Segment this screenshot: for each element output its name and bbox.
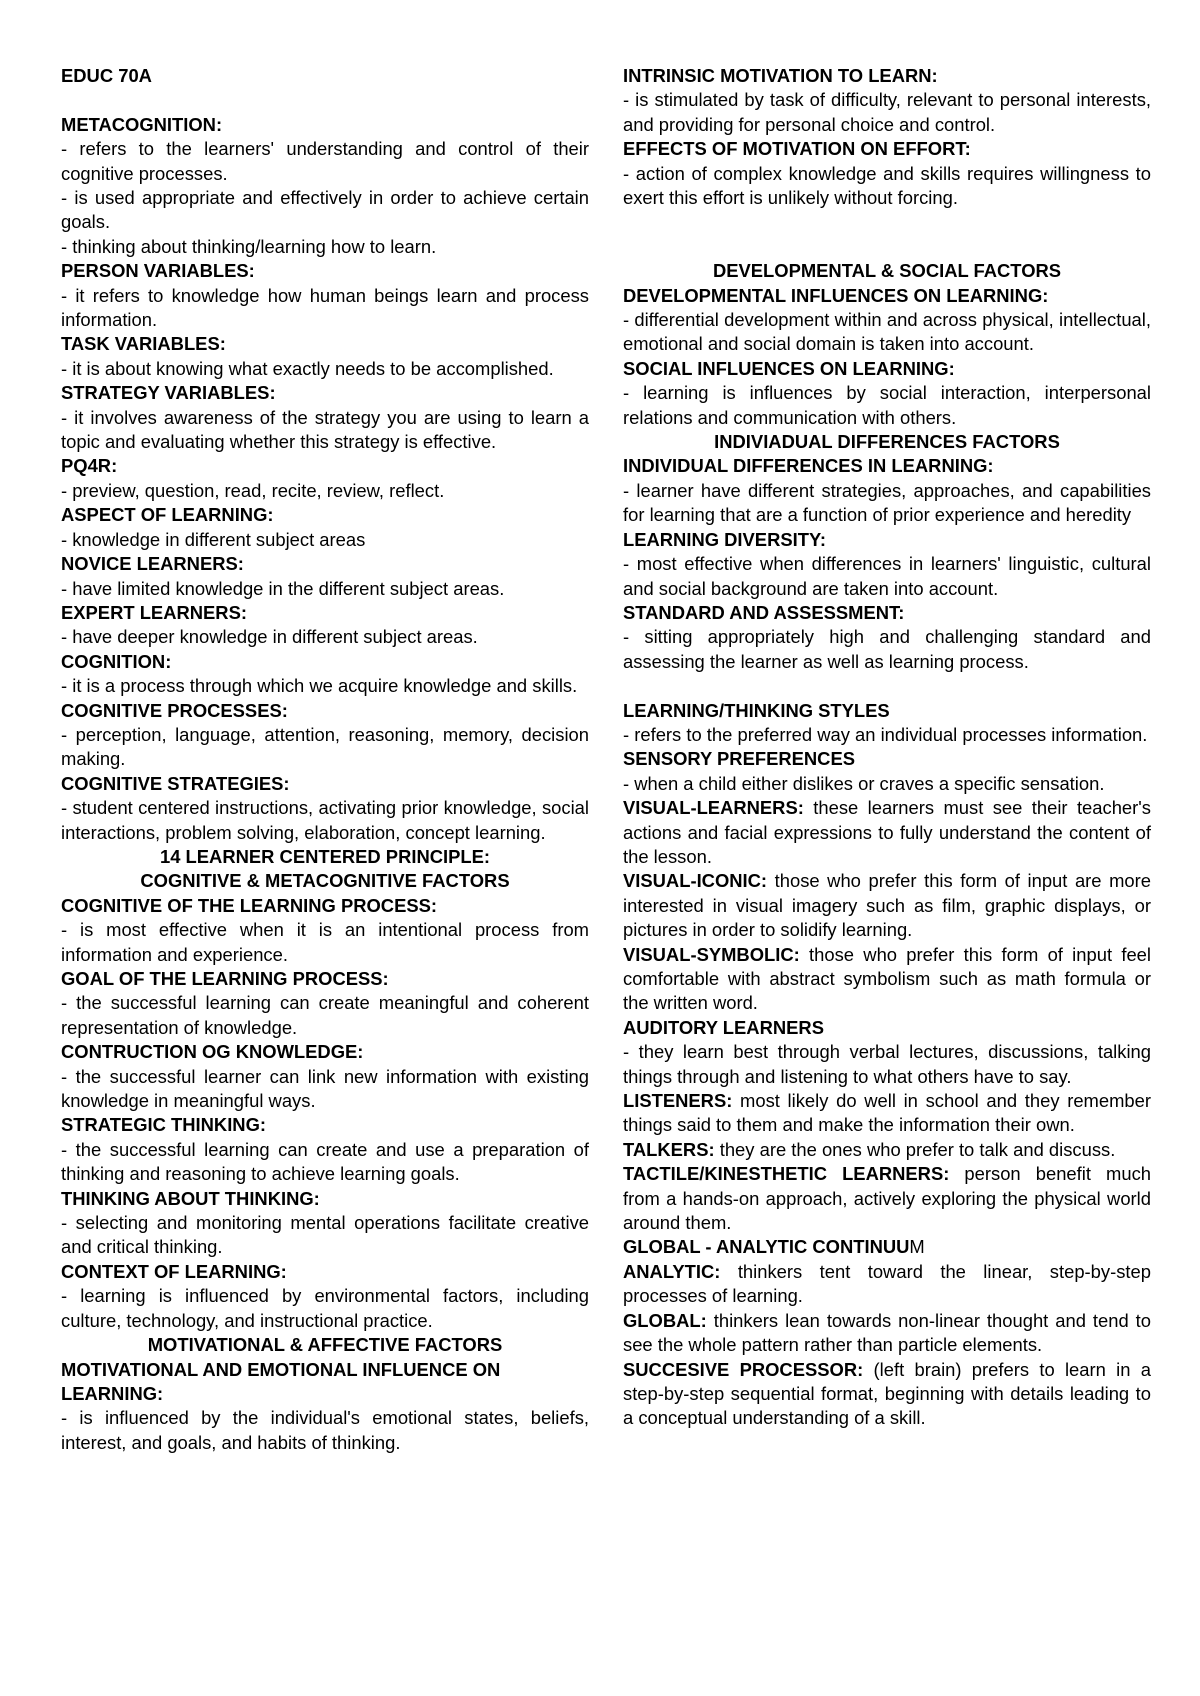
- section-heading-cognition: COGNITION:: [61, 650, 172, 672]
- section-heading-strategy-variables: STRATEGY VARIABLES:: [61, 382, 276, 404]
- section-heading-goal-of-the-learning-process: GOAL OF THE LEARNING PROCESS:: [61, 968, 389, 990]
- term-text: thinkers tent toward the linear, step-by-step processes of learning.: [623, 1260, 1151, 1307]
- term-label: LISTENERS:: [623, 1090, 733, 1112]
- term-text: (left brain) prefers to learn in a step-by-step sequential format, beginning with details leading to a conceptual understanding of a skill.: [623, 1358, 1151, 1429]
- section-heading-task-variables: TASK VARIABLES:: [61, 333, 226, 355]
- body-paragraph: - the successful learning can create and use a preparation of thinking and reasoning to achieve learning goals.: [61, 1138, 589, 1185]
- centered-heading-14-learner-centered-principle: 14 LEARNER CENTERED PRINCIPLE:: [159, 845, 491, 867]
- body-paragraph: - have deeper knowledge in different subject areas.: [61, 626, 478, 648]
- body-paragraph: - it refers to knowledge how human beings learn and process information.: [61, 284, 589, 331]
- term-definition-tactile-kinesthetic-learners: [623, 1162, 1151, 1235]
- term-label: GLOBAL:: [623, 1309, 707, 1331]
- section-heading-educ-70a: EDUC 70A: [61, 65, 152, 86]
- section-heading-learning-thinking-styles: LEARNING/THINKING STYLES: [623, 699, 890, 721]
- term-text: thinkers lean towards non-linear thought and tend to see the whole pattern rather than particle elements.: [623, 1309, 1151, 1356]
- body-paragraph: - is influenced by the individual's emotional states, beliefs, interest, and goals, and habits of thinking.: [61, 1407, 589, 1453]
- section-heading-strategic-thinking: STRATEGIC THINKING:: [61, 1114, 267, 1136]
- body-paragraph: - learner have different strategies, approaches, and capabilities for learning that are a function of prior experience and heredity: [623, 479, 1151, 526]
- term-definition-talkers: [623, 1138, 1151, 1162]
- section-heading-contruction-og-knowledge: CONTRUCTION OG KNOWLEDGE:: [61, 1041, 364, 1063]
- term-label: TACTILE/KINESTHETIC LEARNERS:: [623, 1163, 950, 1185]
- section-heading-motivational-and-emotional-influence-on-: MOTIVATIONAL AND EMOTIONAL INFLUENCE ON LEARNING:: [61, 1358, 501, 1404]
- section-heading-metacognition: METACOGNITION:: [61, 113, 223, 135]
- term-definition-succesive-processor: [623, 1358, 1151, 1431]
- term-text: they are the ones who prefer to talk and discuss.: [714, 1138, 1116, 1160]
- centered-heading-cognitive-metacognitive-factors: COGNITIVE & METACOGNITIVE FACTORS: [140, 870, 510, 892]
- section-heading-intrinsic-motivation-to-learn: INTRINSIC MOTIVATION TO LEARN:: [623, 65, 938, 86]
- term-text: person benefit much from a hands-on approach, actively exploring the physical world around them.: [623, 1163, 1152, 1234]
- section-heading-social-influences-on-learning: SOCIAL INFLUENCES ON LEARNING:: [623, 357, 955, 379]
- term-label: VISUAL-ICONIC:: [623, 870, 768, 892]
- term-text: most likely do well in school and they remember things said to them and make the information their own.: [623, 1090, 1151, 1136]
- section-heading-aspect-of-learning: ASPECT OF LEARNING:: [61, 504, 274, 526]
- section-heading-thinking-about-thinking: THINKING ABOUT THINKING:: [61, 1187, 320, 1209]
- centered-heading-developmental-social-factors: DEVELOPMENTAL & SOCIAL FACTORS: [712, 260, 1062, 282]
- section-heading-sensory-preferences: SENSORY PREFERENCES: [623, 748, 855, 770]
- term-definition-analytic: [623, 1260, 1151, 1309]
- right-column: [623, 64, 1151, 1431]
- spacer: [623, 210, 1151, 259]
- body-paragraph: - the successful learning can create meaningful and coherent representation of knowledge.: [61, 992, 589, 1038]
- term-definition-visual-symbolic: [623, 943, 1151, 1016]
- section-heading-pq4r: PQ4R:: [61, 455, 118, 477]
- term-text: those who prefer this form of input are more interested in visual imagery such as film, graphic displays, or pictures in order to solidify learning.: [623, 870, 1151, 941]
- body-paragraph: - preview, question, read, recite, review, reflect.: [61, 479, 445, 501]
- body-paragraph: - when a child either dislikes or craves a specific sensation.: [623, 772, 1105, 794]
- body-paragraph: - perception, language, attention, reasoning, memory, decision making.: [61, 723, 589, 770]
- body-paragraph: - most effective when differences in learners' linguistic, cultural and social background are taken into account.: [623, 553, 1151, 599]
- body-paragraph: - have limited knowledge in the different subject areas.: [61, 577, 505, 599]
- body-paragraph: - refers to the preferred way an individual processes information.: [623, 723, 1148, 745]
- section-heading-context-of-learning: CONTEXT OF LEARNING:: [61, 1260, 287, 1282]
- body-paragraph: - is used appropriate and effectively in order to achieve certain goals.: [61, 187, 589, 233]
- section-heading-individual-differences-in-learning: INDIVIDUAL DIFFERENCES IN LEARNING:: [623, 455, 994, 477]
- body-paragraph: - differential development within and across physical, intellectual, emotional and social domain is taken into account.: [623, 309, 1151, 355]
- body-paragraph: - knowledge in different subject areas: [61, 528, 366, 550]
- body-paragraph: - is most effective when it is an intentional process from information and experience.: [61, 919, 589, 965]
- term-definition-visual-iconic: [623, 869, 1151, 942]
- section-heading-standard-and-assessment: STANDARD AND ASSESSMENT:: [623, 601, 905, 623]
- section-heading-cognitive-processes: COGNITIVE PROCESSES:: [61, 699, 288, 721]
- term-label: SUCCESIVE PROCESSOR:: [623, 1358, 864, 1380]
- body-paragraph: - they learn best through verbal lectures, discussions, talking things through and listening to what others have to say.: [623, 1041, 1151, 1087]
- section-heading-cognitive-of-the-learning-process: COGNITIVE OF THE LEARNING PROCESS:: [61, 894, 438, 916]
- centered-heading-indiviadual-differences-factors: INDIVIADUAL DIFFERENCES FACTORS: [714, 431, 1060, 453]
- body-paragraph: - learning is influenced by environmental factors, including culture, technology, and instructional practice.: [61, 1285, 589, 1331]
- spacer: [623, 674, 1151, 698]
- term-label: GLOBAL - ANALYTIC CONTINUU: [623, 1236, 910, 1258]
- section-heading-person-variables: PERSON VARIABLES:: [61, 260, 255, 282]
- term-definition-listeners: [623, 1089, 1151, 1138]
- centered-heading-motivational-affective-factors: MOTIVATIONAL & AFFECTIVE FACTORS: [147, 1334, 503, 1356]
- section-heading-novice-learners: NOVICE LEARNERS:: [61, 553, 244, 575]
- term-label: ANALYTIC:: [623, 1260, 721, 1282]
- term-text: M: [909, 1236, 925, 1258]
- body-paragraph: - it is about knowing what exactly needs to be accomplished.: [61, 357, 554, 379]
- section-heading-auditory-learners: AUDITORY LEARNERS: [623, 1016, 824, 1038]
- term-label: TALKERS:: [623, 1138, 715, 1160]
- term-text: these learners must see their teacher's actions and facial expressions to fully understand the content of the lesson.: [623, 797, 1151, 867]
- term-definition-global: [623, 1309, 1151, 1358]
- term-label: VISUAL-SYMBOLIC:: [623, 943, 800, 965]
- left-column: [61, 64, 589, 1455]
- term-text: those who prefer this form of input feel comfortable with abstract symbolism such as math formula or the written word.: [623, 943, 1151, 1014]
- section-heading-developmental-influences-on-learning: DEVELOPMENTAL INFLUENCES ON LEARNING:: [623, 284, 1049, 306]
- section-heading-expert-learners: EXPERT LEARNERS:: [61, 601, 247, 623]
- term-label: VISUAL-LEARNERS:: [623, 797, 804, 819]
- body-paragraph: - it is a process through which we acquire knowledge and skills.: [61, 675, 578, 697]
- body-paragraph: - action of complex knowledge and skills requires willingness to exert this effort is unlikely without forcing.: [623, 162, 1151, 209]
- term-definition-visual-learners: [623, 796, 1151, 869]
- body-paragraph: - selecting and monitoring mental operations facilitate creative and critical thinking.: [61, 1212, 589, 1258]
- body-paragraph: - the successful learner can link new information with existing knowledge in meaningful ways.: [61, 1065, 589, 1112]
- term-definition-global-analytic-continuu: [623, 1235, 1151, 1259]
- body-paragraph: - refers to the learners' understanding and control of their cognitive processes.: [61, 138, 589, 184]
- body-paragraph: - learning is influences by social interaction, interpersonal relations and communication with others.: [623, 382, 1151, 428]
- section-heading-effects-of-motivation-on-effort: EFFECTS OF MOTIVATION ON EFFORT:: [623, 138, 971, 160]
- body-paragraph: - thinking about thinking/learning how to learn.: [61, 235, 437, 257]
- section-heading-learning-diversity: LEARNING DIVERSITY:: [623, 528, 826, 550]
- section-heading-cognitive-strategies: COGNITIVE STRATEGIES:: [61, 772, 290, 794]
- body-paragraph: - it involves awareness of the strategy you are using to learn a topic and evaluating whether this strategy is effective.: [61, 406, 589, 453]
- body-paragraph: - is stimulated by task of difficulty, relevant to personal interests, and providing for personal choice and control.: [623, 89, 1151, 135]
- body-paragraph: - sitting appropriately high and challenging standard and assessing the learner as well as learning process.: [623, 626, 1151, 672]
- body-paragraph: - student centered instructions, activating prior knowledge, social interactions, problem solving, elaboration, concept learning.: [61, 797, 589, 843]
- spacer: [61, 88, 589, 112]
